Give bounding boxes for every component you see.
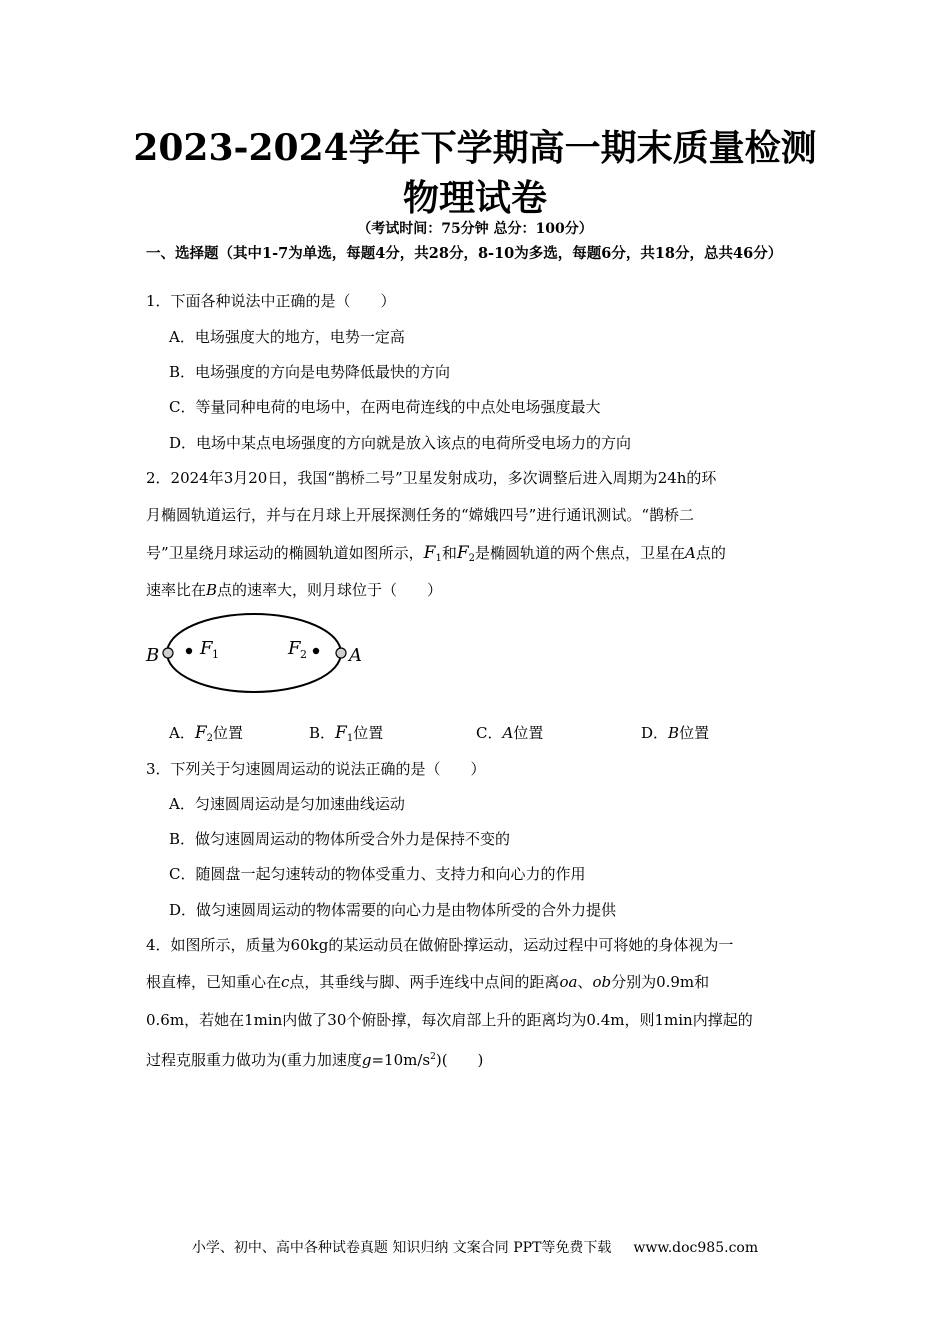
q4-var-c: c <box>281 973 290 991</box>
section-heading: 一、选择题（其中1-7为单选，每题4分，共28分，8-10为多选，每题6分，共18分，总共46分） <box>146 245 783 262</box>
q1-option-a: A．电场强度大的地方，电势一定高 <box>169 328 405 346</box>
q2-line4-a: 速率比在 <box>146 581 207 599</box>
q2-point-b: B <box>206 581 218 599</box>
q2-line3 <box>146 543 726 569</box>
exam-title-line2: 物理试卷 <box>402 177 547 219</box>
q2-f1-var: F <box>423 543 436 563</box>
q4-line2 <box>146 972 709 992</box>
q2-line3-c: 点的 <box>695 544 726 562</box>
diagram-label-f2-sub: 2 <box>300 648 307 661</box>
q4-sep: 、 <box>577 973 593 991</box>
diagram-label-f2: F <box>288 638 301 659</box>
q4-line2-b: 点，其垂线与脚、两手连线中点间的距离 <box>289 973 560 991</box>
q2-line4-b: 点的速率大，则月球位于（ ） <box>217 581 443 599</box>
point-b-marker <box>163 648 173 658</box>
q2-option-c-var: A <box>502 724 514 742</box>
q2-option-b <box>309 723 383 749</box>
q4-var-g: g <box>361 1051 372 1069</box>
page-footer <box>0 1237 950 1257</box>
q2-point-a: A <box>685 544 696 562</box>
q2-option-d-var: B <box>668 724 680 742</box>
exam-title-line1: 2023-2024学年下学期高一期末质量检测 <box>133 127 817 169</box>
q4-line2-a: 根直棒，已知重心在 <box>146 973 282 991</box>
q2-line2: 月椭圆轨道运行，并与在月球上开展探测任务的“嫦娥四号”进行通讯测试。“鹊桥二 <box>146 506 695 524</box>
q2-f1-sub: 1 <box>435 553 442 564</box>
exam-subtitle: （考试时间：75分钟 总分：100分） <box>357 221 593 237</box>
focus-f2-dot <box>313 648 319 654</box>
q2-option-b-suffix: 位置 <box>353 724 384 742</box>
diagram-label-f1-sub: 1 <box>212 648 219 661</box>
orbit-diagram <box>140 610 380 700</box>
q2-option-d <box>641 723 709 743</box>
q2-option-a <box>169 723 243 749</box>
diagram-label-b: B <box>146 645 160 666</box>
q2-option-b-var: F <box>335 723 347 743</box>
q2-option-b-prefix: B． <box>309 724 336 742</box>
q2-line4 <box>146 580 442 600</box>
diagram-label-f1: F <box>200 638 213 659</box>
q2-option-a-suffix: 位置 <box>213 724 244 742</box>
q2-line3-b: 是椭圆轨道的两个焦点，卫星在 <box>475 544 686 562</box>
q2-option-a-sub: 2 <box>206 733 214 744</box>
q2-option-a-prefix: A． <box>169 724 195 742</box>
diagram-label-a: A <box>349 645 362 666</box>
focus-f1-dot <box>186 648 192 654</box>
q3-option-b: B．做匀速圆周运动的物体所受合外力是保持不变的 <box>169 830 511 848</box>
q4-var-ob: ob <box>592 973 612 991</box>
q2-option-b-sub: 1 <box>346 733 354 744</box>
q4-line1: 4．如图所示，质量为60kg的某运动员在做俯卧撑运动，运动过程中可将她的身体视为一 <box>146 936 734 954</box>
q1-option-b: B．电场强度的方向是电势降低最快的方向 <box>169 363 451 381</box>
q3-stem: 3．下列关于匀速圆周运动的说法正确的是（ ） <box>146 760 486 778</box>
q3-option-a: A．匀速圆周运动是匀加速曲线运动 <box>169 795 405 813</box>
footer-text: 小学、初中、高中各种试卷真题 知识归纳 文案合同 PPT等免费下载 <box>191 1240 612 1256</box>
q1-stem: 1．下面各种说法中正确的是（ ） <box>146 292 396 310</box>
q2-option-c-prefix: C． <box>476 724 503 742</box>
q4-var-oa: oa <box>559 973 578 991</box>
q4-line4-c: )( ) <box>435 1051 484 1069</box>
q4-line4 <box>146 1047 483 1070</box>
q2-option-c <box>476 723 543 743</box>
q2-option-d-suffix: 位置 <box>679 724 710 742</box>
q1-option-d: D．电场中某点电场强度的方向就是放入该点的电荷所受电场力的方向 <box>169 434 632 452</box>
q4-line4-b: =10m/s <box>371 1051 431 1069</box>
q2-option-d-prefix: D． <box>641 724 669 742</box>
q4-line3: 0.6m，若她在1min内做了30个俯卧撑，每次肩部上升的距离均为0.4m，则1min内撑起的 <box>146 1011 753 1029</box>
q3-option-c: C．随圆盘一起匀速转动的物体受重力、支持力和向心力的作用 <box>169 865 586 883</box>
q4-line4-a: 过程克服重力做功为(重力加速度 <box>146 1051 362 1069</box>
q2-line3-a: 号”卫星绕月球运动的椭圆轨道如图所示， <box>146 544 424 562</box>
q2-option-a-var: F <box>194 723 207 743</box>
q2-line1: 2．2024年3月20日，我国“鹊桥二号”卫星发射成功，多次调整后进入周期为24h的环 <box>146 469 717 487</box>
footer-url[interactable]: www.doc985.com <box>633 1240 759 1256</box>
q3-option-d: D．做匀速圆周运动的物体需要的向心力是由物体所受的合外力提供 <box>169 901 617 919</box>
q4-sup: 2 <box>430 1052 436 1062</box>
q2-f2-var: F <box>456 543 469 563</box>
q2-option-c-suffix: 位置 <box>513 724 544 742</box>
point-a-marker <box>336 648 346 658</box>
q2-and: 和 <box>441 544 457 562</box>
q1-option-c: C．等量同种电荷的电场中，在两电荷连线的中点处电场强度最大 <box>169 398 601 416</box>
q4-line2-d: 分别为0.9m和 <box>611 973 710 991</box>
q2-f2-sub: 2 <box>468 553 476 564</box>
